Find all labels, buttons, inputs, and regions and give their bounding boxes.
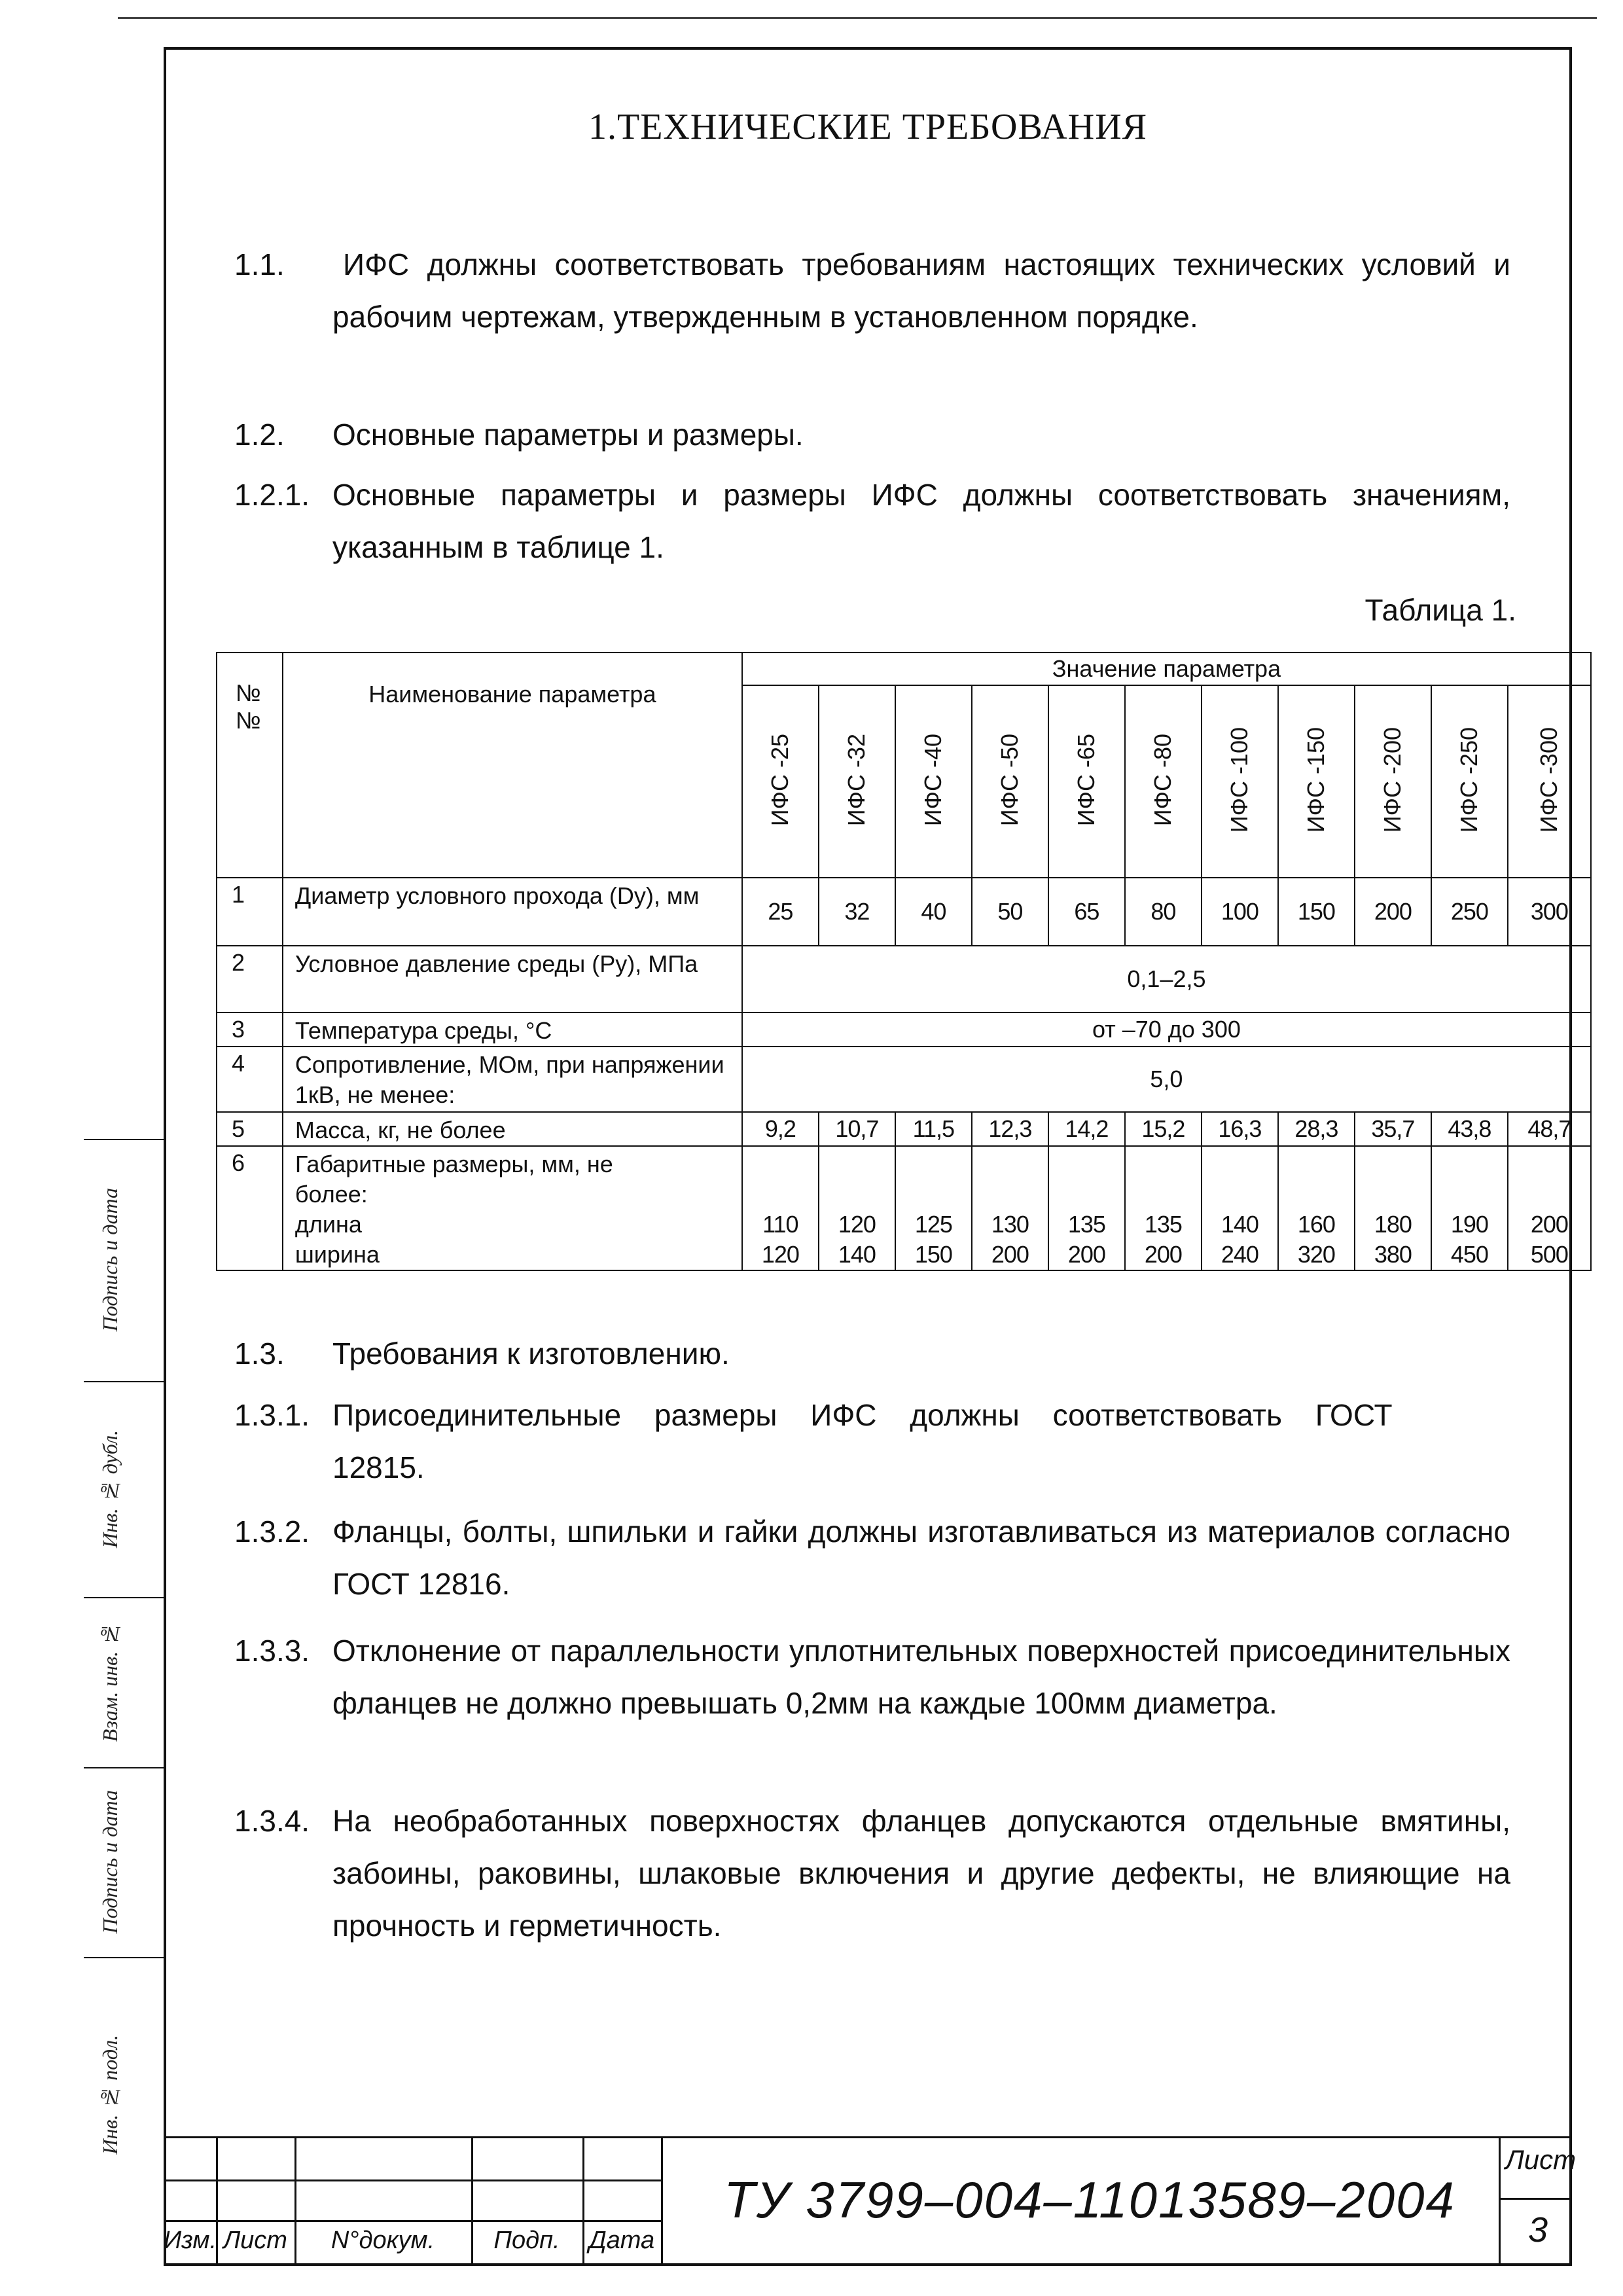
section-number-1-3-4: 1.3.4. xyxy=(234,1804,310,1838)
section-text-1-2-1: Основные параметры и размеры ИФС должны соответствовать значениям, указанным в таблице 1. xyxy=(332,478,1510,564)
side-stamp-label: Взам. инв. № xyxy=(98,1622,122,1742)
sheet-number: 3 xyxy=(1527,2210,1548,2250)
model-header: ИФС -32 xyxy=(819,685,895,878)
row-number: 3 xyxy=(217,1013,283,1047)
document-code: ТУ 3799–004–11013589–2004 xyxy=(724,2171,1455,2229)
stamp-col-change: Изм. xyxy=(164,2227,217,2254)
dimension-cell: 190 450 xyxy=(1431,1146,1508,1270)
header-parameter-value: Значение параметра xyxy=(742,653,1591,685)
value-cell: 25 xyxy=(742,878,819,946)
section-text-1-1: ИФС должны соответствовать требованиям настоящих технических условий и рабочим чертежам, утвержденным в установленном порядке. xyxy=(332,247,1510,334)
value-cell: 200 xyxy=(1355,878,1431,946)
section-number-1-1: 1.1. xyxy=(234,247,285,281)
dimension-cell: 130 200 xyxy=(972,1146,1048,1270)
side-approval-stamp xyxy=(84,1139,166,2227)
value-cell: 0,1–2,5 xyxy=(742,946,1591,1013)
model-header: ИФС -65 xyxy=(1048,685,1125,878)
side-stamp-label: Инв. № дубл. xyxy=(98,1429,122,1549)
value-cell: 40 xyxy=(895,878,972,946)
value-cell: 80 xyxy=(1125,878,1202,946)
value-cell: 16,3 xyxy=(1202,1112,1278,1146)
dimension-cell: 135 200 xyxy=(1125,1146,1202,1270)
model-header: ИФС -150 xyxy=(1278,685,1355,878)
section-number-1-3-1: 1.3.1. xyxy=(234,1398,310,1432)
stamp-col-sheet: Лист xyxy=(223,2227,287,2254)
model-header: ИФС -300 xyxy=(1508,685,1591,878)
dimension-cell: 160 320 xyxy=(1278,1146,1355,1270)
value-cell: 11,5 xyxy=(895,1112,972,1146)
section-text-1-3: Требования к изготовлению. xyxy=(332,1336,730,1371)
row-number: 6 xyxy=(217,1146,283,1270)
model-header: ИФС -250 xyxy=(1431,685,1508,878)
value-cell: 14,2 xyxy=(1048,1112,1125,1146)
dimension-cell: 135 200 xyxy=(1048,1146,1125,1270)
row-number: 5 xyxy=(217,1112,283,1146)
parameters-table xyxy=(216,652,1592,1271)
table-row xyxy=(217,1013,1591,1047)
value-cell: 250 xyxy=(1431,878,1508,946)
value-cell: 5,0 xyxy=(742,1047,1591,1112)
model-header: ИФС -25 xyxy=(742,685,819,878)
value-cell: 43,8 xyxy=(1431,1112,1508,1146)
table-row xyxy=(217,1146,1591,1270)
sheet-label: Лист xyxy=(1505,2144,1577,2175)
table-row xyxy=(217,946,1591,1013)
dimension-cell: 140 240 xyxy=(1202,1146,1278,1270)
side-stamp-label: Инв. № подл. xyxy=(98,2034,122,2155)
section-number-1-2-1: 1.2.1. xyxy=(234,478,310,512)
dimension-cell: 180 380 xyxy=(1355,1146,1431,1270)
dimensions-label: Габаритные размеры, мм, не более: xyxy=(294,1151,613,1208)
section-text-1-3-4: На необработанных поверхностях фланцев допускаются отдельные вмятины, забоины, раковины, шлаковые включения и другие дефекты, не влияющие на прочность и герметичность. xyxy=(332,1804,1510,1943)
top-rule xyxy=(118,17,1597,19)
section-text-1-3-3: Отклонение от параллельности уплотнительных поверхностей присоединительных фланцев не должно превышать 0,2мм на каждые 100мм диаметра. xyxy=(332,1634,1510,1720)
value-cell: 28,3 xyxy=(1278,1112,1355,1146)
model-header: ИФС -80 xyxy=(1125,685,1202,878)
parameter-name: Условное давление среды (Ру), МПа xyxy=(283,946,742,1013)
dimension-cell: 125 150 xyxy=(895,1146,972,1270)
stamp-col-signature: Подп. xyxy=(493,2227,560,2254)
page-title: 1.ТЕХНИЧЕСКИЕ ТРЕБОВАНИЯ xyxy=(588,107,1147,147)
row-number: 2 xyxy=(217,946,283,1013)
title-block xyxy=(164,2136,1577,2266)
value-cell: 15,2 xyxy=(1125,1112,1202,1146)
parameter-name: Масса, кг, не более xyxy=(283,1112,742,1146)
section-text-1-2: Основные параметры и размеры. xyxy=(332,418,804,452)
row-number: 4 xyxy=(217,1047,283,1112)
table-caption: Таблица 1. xyxy=(1364,593,1516,627)
model-header: ИФС -200 xyxy=(1355,685,1431,878)
row-number: 1 xyxy=(217,878,283,946)
parameter-name: Сопротивление, МОм, при напряжении 1кВ, не менее: xyxy=(283,1047,742,1112)
model-header: ИФС -100 xyxy=(1202,685,1278,878)
value-cell: 300 xyxy=(1508,878,1591,946)
width-label: ширина xyxy=(294,1241,380,1268)
section-number-1-3: 1.3. xyxy=(234,1336,285,1371)
parameter-name: Температура среды, °С xyxy=(283,1013,742,1047)
value-cell: 100 xyxy=(1202,878,1278,946)
dimension-cell: 120 140 xyxy=(819,1146,895,1270)
value-cell: 35,7 xyxy=(1355,1112,1431,1146)
value-cell: 32 xyxy=(819,878,895,946)
table-row xyxy=(217,1047,1591,1112)
parameter-name: Диаметр условного прохода (Dy), мм xyxy=(283,878,742,946)
value-cell: 48,7 xyxy=(1508,1112,1591,1146)
value-cell: 10,7 xyxy=(819,1112,895,1146)
stamp-col-date: Дата xyxy=(588,2227,655,2254)
table-row xyxy=(217,878,1591,946)
model-header: ИФС -40 xyxy=(895,685,972,878)
section-number-1-2: 1.2. xyxy=(234,418,285,452)
dimension-cell: 110 120 xyxy=(742,1146,819,1270)
value-cell: 9,2 xyxy=(742,1112,819,1146)
section-text-1-3-2: Фланцы, болты, шпильки и гайки должны изготавливаться из материалов согласно ГОСТ 12816. xyxy=(332,1515,1510,1601)
value-cell: 65 xyxy=(1048,878,1125,946)
model-header: ИФС -50 xyxy=(972,685,1048,878)
value-cell: от –70 до 300 xyxy=(742,1013,1591,1047)
value-cell: 150 xyxy=(1278,878,1355,946)
section-number-1-3-2: 1.3.2. xyxy=(234,1515,310,1549)
section-text-1-3-1: Присоединительные размеры ИФС должны соответствовать ГОСТ 12815. xyxy=(332,1398,1393,1484)
side-stamp-label: Подпись и дата xyxy=(98,1188,122,1332)
table-row xyxy=(217,1112,1591,1146)
dimension-cell: 200 500 xyxy=(1508,1146,1591,1270)
parameter-name xyxy=(283,1146,742,1270)
side-stamp-label: Подпись и дата xyxy=(98,1790,122,1934)
value-cell: 12,3 xyxy=(972,1112,1048,1146)
value-cell: 50 xyxy=(972,878,1048,946)
header-number: № № xyxy=(217,653,283,878)
section-number-1-3-3: 1.3.3. xyxy=(234,1634,310,1668)
stamp-col-document: N°докум. xyxy=(330,2227,435,2254)
length-label: длина xyxy=(294,1211,362,1238)
header-parameter-name: Наименование параметра xyxy=(283,653,742,878)
